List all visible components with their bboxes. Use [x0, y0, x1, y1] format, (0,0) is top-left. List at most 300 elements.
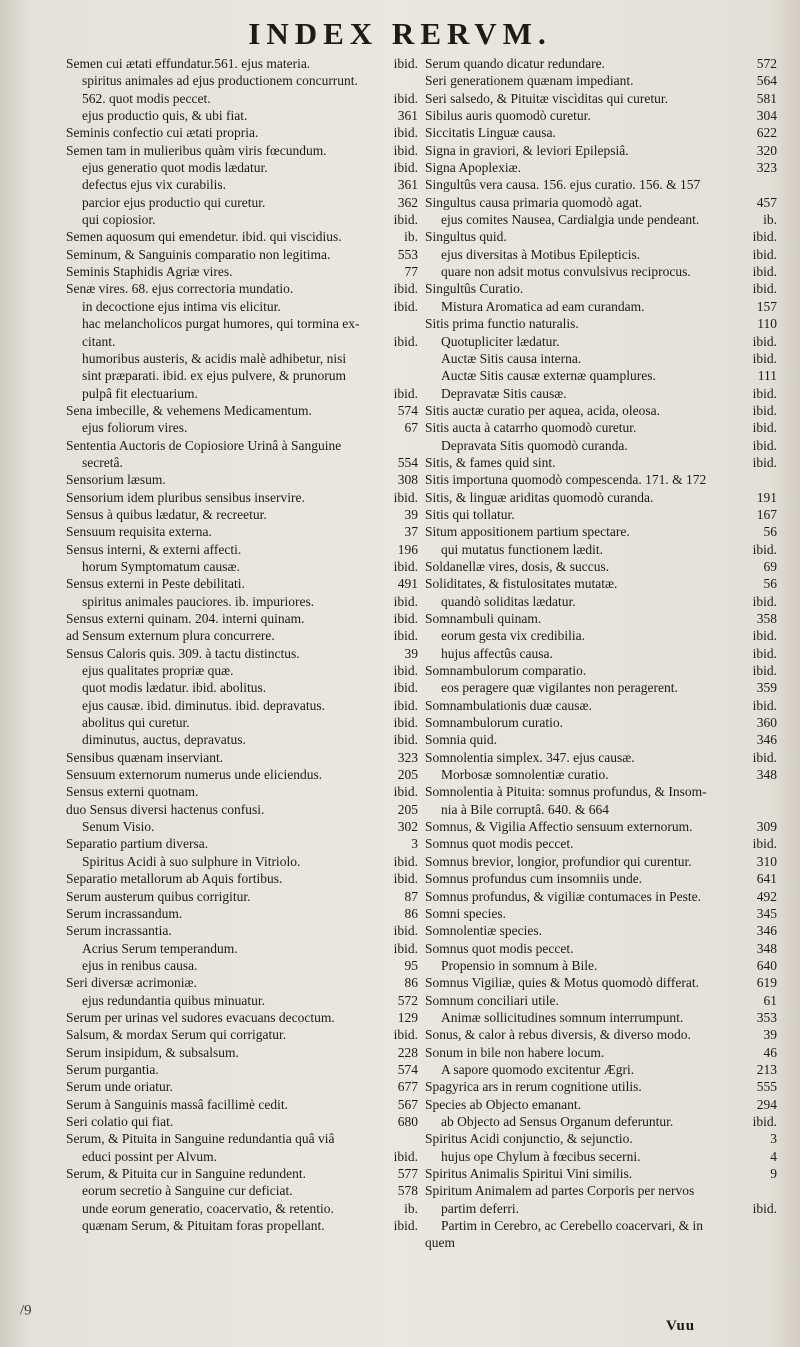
index-entry [425, 1061, 777, 1078]
entry-text: Somnia quid. [425, 732, 498, 748]
entry-page-ref: ibid. [752, 454, 777, 470]
index-entry [66, 1182, 418, 1199]
entry-page-ref: 304 [756, 108, 777, 124]
entry-page-ref: ibid. [752, 333, 777, 349]
index-entry [66, 228, 418, 245]
entry-text: abolitus qui curetur. [82, 715, 190, 731]
entry-text: Sibilus auris quomodò curetur. [425, 108, 591, 124]
entry-text: Senæ vires. 68. ejus correctoria mundatio. [66, 281, 294, 297]
entry-text: Serum quando dicatur redundare. [425, 56, 605, 71]
entry-text: ejus foliorum vires. [82, 420, 188, 436]
index-entry [66, 1026, 418, 1043]
entry-text: spiritus animales pauciores. ib. impuriores. [82, 593, 315, 609]
index-entry [66, 870, 418, 887]
entry-page-ref: 87 [404, 888, 418, 904]
index-entry [425, 489, 777, 506]
entry-text: Somnus profundus, & vigiliæ contumaces in Peste. [425, 888, 701, 904]
entry-text: Serum, & Pituita cur in Sanguine redundent. [66, 1166, 306, 1181]
entry-page-ref: ibid. [393, 593, 418, 609]
entry-page-ref: 555 [756, 1079, 777, 1095]
index-entry [66, 385, 418, 402]
index-entry [425, 437, 777, 454]
entry-text: Somnambulationis duæ causæ. [425, 697, 592, 713]
entry-text: Serum incrassantia. [66, 923, 172, 939]
index-entry [425, 194, 777, 211]
index-entry [425, 714, 777, 731]
entry-text: Sitis prima functio naturalis. [425, 316, 579, 332]
entry-text: Separatio metallorum ab Aquis fortibus. [66, 871, 283, 887]
entry-page-ref: ibid. [393, 680, 418, 696]
index-entry [66, 263, 418, 280]
index-entry [66, 367, 418, 384]
entry-text: Serum unde oriatur. [66, 1079, 173, 1095]
entry-page-ref: 167 [756, 506, 777, 522]
index-entry [66, 90, 418, 107]
entry-text: Spiritus Acidi conjunctio, & sejunctio. [425, 1131, 633, 1147]
entry-page-ref: 492 [756, 888, 777, 904]
index-entry [425, 766, 777, 783]
entry-page-ref: ibid. [393, 1218, 418, 1234]
entry-text: Somnus, & Vigilia Affectio sensuum externorum. [425, 819, 693, 835]
entry-text: hujus ope Chylum à fœcibus secerni. [441, 1148, 641, 1164]
index-entry [66, 766, 418, 783]
entry-text: Seminis Staphidis Agriæ vires. [66, 264, 233, 280]
index-entry [425, 454, 777, 471]
entry-page-ref: ibid. [752, 836, 777, 852]
index-entry [425, 1078, 777, 1095]
entry-page-ref: ibid. [393, 333, 418, 349]
index-entry [66, 211, 418, 228]
entry-text: Sensorium læsum. [66, 472, 166, 488]
entry-page-ref: ibid. [393, 940, 418, 956]
entry-page-ref: 677 [397, 1079, 418, 1095]
entry-page-ref: 346 [756, 923, 777, 939]
index-entry [425, 263, 777, 280]
entry-text: Acrius Serum temperandum. [82, 940, 238, 956]
entry-text: quem [425, 1235, 455, 1251]
index-entry [425, 731, 777, 748]
entry-page-ref: 361 [397, 108, 418, 124]
index-entry [66, 818, 418, 835]
entry-page-ref: ib. [763, 212, 777, 228]
entry-page-ref: ibid. [752, 541, 777, 557]
entry-text: Depravatæ Sitis causæ. [441, 385, 567, 401]
entry-page-ref: 302 [397, 819, 418, 835]
entry-page-ref: ibid. [393, 385, 418, 401]
entry-page-ref: 353 [756, 1009, 777, 1025]
entry-text: Somnus quot modis peccet. [425, 940, 574, 956]
entry-page-ref: 358 [756, 611, 777, 626]
entry-page-ref: ibid. [393, 732, 418, 748]
entry-text: Singultus causa primaria quomodò agat. [425, 194, 643, 210]
entry-text: Sonum in bile non habere locum. [425, 1044, 605, 1060]
index-entry [66, 489, 418, 506]
index-entry [425, 471, 777, 488]
index-entry [425, 818, 777, 835]
entry-page-ref: 205 [397, 801, 418, 817]
entry-page-ref: 308 [397, 472, 418, 488]
entry-text: eorum secretio à Sanguine cur deficiat. [82, 1183, 293, 1199]
entry-text: Singultûs Curatio. [425, 281, 524, 297]
entry-text: defectus ejus vix curabilis. [82, 177, 226, 193]
entry-page-ref: 345 [756, 905, 777, 921]
index-entry [425, 107, 777, 124]
index-entry [66, 992, 418, 1009]
index-entry [66, 593, 418, 610]
entry-page-ref: 564 [756, 73, 777, 89]
entry-page-ref: ibid. [393, 160, 418, 176]
entry-page-ref: 574 [397, 402, 418, 418]
entry-text: Sitis aucta à catarrho quomodò curetur. [425, 420, 637, 436]
entry-text: Auctæ Sitis causæ externæ quamplures. [441, 368, 656, 384]
index-entry [66, 124, 418, 141]
entry-text: citant. [82, 333, 116, 349]
index-entry [425, 1217, 777, 1234]
index-entry [425, 211, 777, 228]
index-entry [66, 1096, 418, 1113]
entry-page-ref: 554 [397, 454, 418, 470]
entry-text: Somnolentiæ species. [425, 923, 542, 939]
index-entry [66, 437, 418, 454]
index-entry [66, 454, 418, 471]
entry-text: Sitis importuna quomodò compescenda. 171. & 172 [425, 472, 707, 488]
index-entry [66, 731, 418, 748]
entry-page-ref: 157 [756, 298, 777, 314]
entry-page-ref: 46 [763, 1044, 777, 1060]
index-entry [66, 610, 418, 627]
entry-text: Somnum conciliari utile. [425, 992, 559, 1008]
entry-page-ref: ibid. [752, 281, 777, 297]
entry-page-ref: 191 [756, 489, 777, 505]
entry-page-ref: ibid. [393, 923, 418, 939]
index-entry [425, 1148, 777, 1165]
entry-text: Siccitatis Linguæ causa. [425, 125, 556, 141]
entry-page-ref: ibid. [393, 611, 418, 626]
index-entry [425, 1200, 777, 1217]
index-entry [425, 367, 777, 384]
index-entry [66, 159, 418, 176]
entry-text: Mistura Aromatica ad eam curandam. [441, 298, 645, 314]
entry-text: Morbosæ somnolentiæ curatio. [441, 767, 609, 783]
entry-page-ref: ibid. [752, 264, 777, 280]
entry-page-ref: 348 [756, 767, 777, 783]
index-entry [66, 471, 418, 488]
entry-text: Senum Visio. [82, 819, 155, 835]
index-entry [425, 402, 777, 419]
entry-page-ref: 491 [397, 576, 418, 592]
entry-page-ref: 457 [756, 194, 777, 210]
entry-page-ref: 39 [404, 645, 418, 661]
entry-page-ref: 56 [763, 524, 777, 540]
index-entry [66, 922, 418, 939]
entry-text: unde eorum generatio, coacervatio, & retentio. [82, 1200, 334, 1216]
index-entry [425, 1113, 777, 1130]
index-entry [66, 333, 418, 350]
entry-text: parcior ejus productio qui curetur. [82, 194, 266, 210]
entry-text: partim deferri. [441, 1200, 519, 1216]
entry-page-ref: 567 [397, 1096, 418, 1112]
entry-text: Sitis, & linguæ ariditas quomodò curanda. [425, 489, 654, 505]
entry-page-ref: 213 [756, 1061, 777, 1077]
entry-text: Signa Apoplexiæ. [425, 160, 522, 176]
entry-text: Somnolentia simplex. 347. ejus causæ. [425, 749, 635, 765]
entry-text: Seminis confectio cui ætati propria. [66, 125, 259, 141]
entry-text: qui copiosior. [82, 212, 156, 228]
entry-text: Separatio partium diversa. [66, 836, 209, 852]
entry-text: nia à Bile corruptâ. 640. & 664 [441, 801, 609, 817]
index-entry [425, 940, 777, 957]
entry-text: Depravata Sitis quomodò curanda. [441, 437, 628, 453]
index-entry [425, 697, 777, 714]
entry-text: ejus redundantia quibus minuatur. [82, 992, 265, 1008]
entry-text: Seri generationem quænam impediant. [425, 73, 634, 89]
index-entry [425, 870, 777, 887]
entry-page-ref: 69 [763, 558, 777, 574]
entry-page-ref: 9 [770, 1166, 777, 1181]
index-entry [425, 575, 777, 592]
entry-text: ejus qualitates propriæ quæ. [82, 663, 234, 679]
entry-page-ref: 67 [404, 420, 418, 436]
page-title: INDEX RERVM. [248, 16, 552, 51]
index-entry [66, 523, 418, 540]
index-entry [66, 1165, 418, 1182]
entry-page-ref: 196 [397, 541, 418, 557]
index-entry [66, 1148, 418, 1165]
entry-text: ejus comites Nausea, Cardialgia unde pendeant. [441, 212, 700, 228]
entry-page-ref: ib. [404, 229, 418, 245]
entry-text: Sena imbecille, & vehemens Medicamentum. [66, 402, 312, 418]
entry-text: Spagyrica ars in rerum cognitione utilis. [425, 1079, 642, 1095]
entry-page-ref: 129 [397, 1009, 418, 1025]
index-entry [425, 315, 777, 332]
entry-text: eos peragere quæ vigilantes non peragerent. [441, 680, 678, 696]
index-entry [425, 627, 777, 644]
entry-text: Sensus à quibus lædatur, & recreetur. [66, 506, 267, 522]
index-entry [66, 888, 418, 905]
entry-text: Partim in Cerebro, ac Cerebello coacervari, & in [441, 1218, 704, 1234]
entry-page-ref: ibid. [393, 212, 418, 228]
entry-text: Serum purgantia. [66, 1061, 159, 1077]
entry-page-ref: ibid. [752, 437, 777, 453]
entry-text: Sensuum externorum numerus unde eliciendus. [66, 767, 323, 783]
entry-text: diminutus, auctus, depravatus. [82, 732, 246, 748]
index-entry [66, 714, 418, 731]
index-entry [66, 1009, 418, 1026]
index-entry [425, 1182, 777, 1199]
index-entry [425, 801, 777, 818]
entry-text: quandò soliditas lædatur. [441, 593, 576, 609]
index-entry [425, 593, 777, 610]
entry-text: Somni species. [425, 905, 506, 921]
entry-text: hujus affectûs causa. [441, 645, 553, 661]
index-entry [66, 55, 418, 72]
index-entry [66, 558, 418, 575]
entry-page-ref: 553 [397, 246, 418, 262]
entry-text: Serum austerum quibus corrigitur. [66, 888, 251, 904]
entry-text: Sensus interni, & externi affecti. [66, 541, 242, 557]
entry-text: Semen aquosum qui emendetur. ibid. qui viscidius. [66, 229, 342, 245]
entry-text: Sitis auctæ curatio per aquea, acida, oleosa. [425, 402, 661, 418]
entry-page-ref: 619 [756, 975, 777, 991]
entry-text: spiritus animales ad ejus productionem concurrunt. [82, 73, 358, 89]
entry-page-ref: 622 [756, 125, 777, 141]
index-entry [66, 662, 418, 679]
entry-page-ref: 574 [397, 1061, 418, 1077]
entry-text: horum Symptomatum causæ. [82, 558, 240, 574]
entry-page-ref: 110 [757, 316, 777, 332]
entry-text: Seri salsedo, & Pituitæ viscìditas qui curetur. [425, 90, 668, 106]
entry-text: Sensus Caloris quis. 309. à tactu distinctus. [66, 645, 300, 661]
entry-page-ref: 578 [397, 1183, 418, 1199]
entry-page-ref: 581 [756, 90, 777, 106]
index-entry [66, 72, 418, 89]
index-entry [425, 1009, 777, 1026]
index-entry [66, 142, 418, 159]
index-entry [425, 888, 777, 905]
index-entry [66, 350, 418, 367]
entry-page-ref: 77 [404, 264, 418, 280]
margin-mark: 6/ [20, 1301, 32, 1317]
entry-page-ref: ibid. [393, 1148, 418, 1164]
entry-page-ref: 294 [756, 1096, 777, 1112]
entry-text: 562. quot modis peccet. [82, 90, 211, 106]
index-entry [425, 176, 777, 193]
index-entry [425, 1130, 777, 1147]
entry-text: Spiritus Acidi à suo sulphure in Vitriolo. [82, 853, 301, 869]
entry-page-ref: ibid. [393, 56, 418, 71]
entry-page-ref: ibid. [752, 385, 777, 401]
entry-text: Seri diversæ acrimoniæ. [66, 975, 197, 991]
index-entry [425, 1165, 777, 1182]
entry-page-ref: 39 [404, 506, 418, 522]
entry-page-ref: ibid. [393, 142, 418, 158]
index-entry [425, 1234, 777, 1251]
entry-text: ad Sensum externum plura concurrere. [66, 628, 275, 644]
index-entry [66, 697, 418, 714]
entry-text: Quotupliciter lædatur. [441, 333, 560, 349]
index-entry [425, 419, 777, 436]
entry-page-ref: ibid. [393, 784, 418, 800]
index-entry [66, 835, 418, 852]
index-entry [425, 974, 777, 991]
index-entry [66, 1044, 418, 1061]
index-entry [66, 645, 418, 662]
entry-text: Serum à Sanguinis massâ facillimè cedit. [66, 1096, 288, 1112]
index-entry [66, 575, 418, 592]
entry-text: ejus productio quis, & ubi fiat. [82, 108, 248, 124]
entry-page-ref: 680 [397, 1113, 418, 1129]
entry-page-ref: 359 [756, 680, 777, 696]
entry-text: secretâ. [82, 454, 123, 470]
index-entry [66, 402, 418, 419]
entry-text: pulpâ fit electuarium. [82, 385, 198, 401]
index-entry [66, 957, 418, 974]
entry-page-ref: 3 [770, 1131, 777, 1147]
entry-text: Serum per urinas vel sudores evacuans decoctum. [66, 1009, 335, 1025]
entry-text: Serum insipidum, & subsalsum. [66, 1044, 239, 1060]
entry-text: Animæ sollicitudines somnum interrumpunt. [441, 1009, 684, 1025]
entry-text: Somnus profundus cum insomniis unde. [425, 871, 643, 887]
entry-page-ref: ibid. [752, 645, 777, 661]
entry-text: Salsum, & mordax Serum qui corrigatur. [66, 1027, 287, 1043]
entry-text: Singultûs vera causa. 156. ejus curatio. 156. & 157 [425, 177, 701, 193]
index-entry [66, 506, 418, 523]
entry-page-ref: ibid. [752, 402, 777, 418]
entry-page-ref: ibid. [752, 229, 777, 245]
index-entry [425, 350, 777, 367]
index-entry [425, 72, 777, 89]
entry-page-ref: ibid. [752, 420, 777, 436]
entry-page-ref: 572 [756, 56, 777, 71]
entry-text: Somnus quot modis peccet. [425, 836, 574, 852]
entry-page-ref: ibid. [752, 350, 777, 366]
index-entry [66, 783, 418, 800]
index-entry [66, 974, 418, 991]
index-entry [66, 853, 418, 870]
entry-text: Somnus Vigiliæ, quies & Motus quomodò differat. [425, 975, 699, 991]
index-entry [425, 280, 777, 297]
entry-text: quot modis lædatur. ibid. abolitus. [82, 680, 267, 696]
entry-text: Sitis qui tollatur. [425, 506, 515, 522]
entry-text: Seri colatio qui fiat. [66, 1113, 174, 1129]
entry-page-ref: ibid. [393, 715, 418, 731]
index-entry [425, 298, 777, 315]
entry-page-ref: 323 [397, 749, 418, 765]
index-entry [425, 506, 777, 523]
index-entry [66, 627, 418, 644]
entry-text: quare non adsit motus convulsivus reciprocus. [441, 264, 691, 280]
entry-page-ref: 360 [756, 715, 777, 731]
entry-text: A sapore quomodo excitentur Ægri. [441, 1061, 635, 1077]
entry-text: Soliditates, & fistulositates mutatæ. [425, 576, 618, 592]
entry-text: Soldanellæ vires, dosis, & succus. [425, 558, 610, 574]
entry-text: Sonus, & calor à rebus diversis, & diverso modo. [425, 1027, 691, 1043]
entry-page-ref: ibid. [393, 871, 418, 887]
index-entry [425, 385, 777, 402]
entry-text: in decoctione ejus intima vis elicitur. [82, 298, 281, 314]
entry-text: Propensio in somnum à Bile. [441, 957, 598, 973]
entry-text: Sensus externi quinam. 204. interni quinam. [66, 611, 305, 626]
entry-text: Singultus quid. [425, 229, 507, 245]
entry-text: Somnus brevior, longior, profundior qui curentur. [425, 853, 692, 869]
index-entry [66, 1061, 418, 1078]
entry-text: Somnambuli quinam. [425, 611, 542, 626]
entry-page-ref: ibid. [393, 1027, 418, 1043]
entry-page-ref: 310 [756, 853, 777, 869]
entry-text: Sententia Auctoris de Copiosiore Urinâ à Sanguine [66, 437, 342, 453]
entry-page-ref: ibid. [752, 663, 777, 679]
index-entry [425, 749, 777, 766]
entry-text: Semen tam in mulieribus quàm viris fœcundum. [66, 142, 327, 158]
index-entry [425, 992, 777, 1009]
entry-text: Spiritum Animalem ad partes Corporis per nervos [425, 1183, 695, 1199]
entry-text: Somnambulorum comparatio. [425, 663, 587, 679]
entry-page-ref: 39 [763, 1027, 777, 1043]
entry-text: Sensus externi quotnam. [66, 784, 199, 800]
index-entry [66, 107, 418, 124]
index-entry [425, 55, 777, 72]
entry-page-ref: 111 [757, 368, 777, 384]
entry-text: ab Objecto ad Sensus Organum deferuntur. [441, 1113, 674, 1129]
entry-page-ref: 577 [397, 1166, 418, 1181]
catchword: Vuu [666, 1318, 696, 1334]
entry-page-ref: ibid. [393, 281, 418, 297]
entry-text: Sensuum requisita externa. [66, 524, 212, 540]
index-entry [425, 783, 777, 800]
index-entry [66, 1078, 418, 1095]
entry-text: sint præparati. ibid. ex ejus pulvere, & prunorum [82, 368, 346, 384]
entry-page-ref: ibid. [752, 246, 777, 262]
